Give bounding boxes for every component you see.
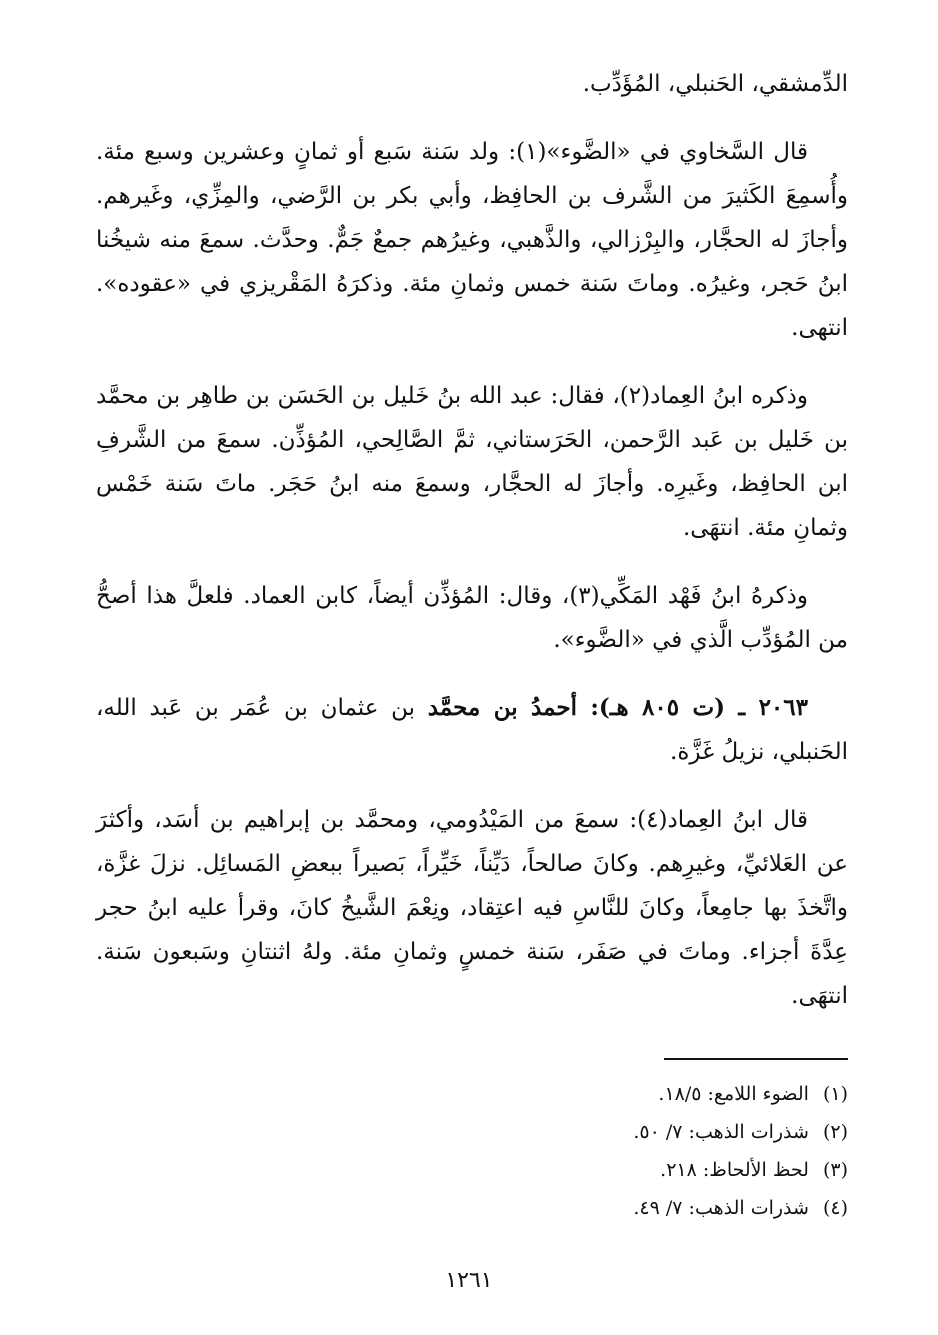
paragraph-sakhawi-quote: قال السَّخاوي في «الضَّوء»(١): ولد سَنة سَبع أو ثمانٍ وعشرين وسبع مئة. وأُسمِعَ الكَثيرَ من الشَّرف بن الحافِظ، وأبي بكر بن الرَّضي، والمِزِّي، وغَيرهم. وأجازَ له الحجَّار، والبِرْزالي، والذَّهبي، وغيرُهم جمعٌ جَمٌّ. وحدَّث. سمعَ منه شيخُنا ابنُ حَجر، وغيرُه. وماتَ سَنة خمس وثمانِ مئة. وذكرَهُ المَقْريزي في «عقوده». انتهى. (96, 139, 848, 341)
footnote-number: (٣) (822, 1159, 848, 1181)
paragraph-entry-2063-quote: قال ابنُ العِماد(٤): سمعَ من المَيْدُومي، ومحمَّد بن إبراهيم بن أسَد، وأكثرَ عن العَلائيِّ، وغيرِهم. وكانَ صالحاً، دَيِّناً، خَيِّراً، بَصيراً ببعضِ المَسائِل. نزلَ غزَّة، واتَّخذَ بها جامِعاً، وكانَ للنَّاسِ فيه اعتِقاد، ونِعْمَ الشَّيخُ كانَ، وقرأ عليه ابنُ حجر عِدَّةَ أجزاء. وماتَ في صَفَر، سَنة خمسٍ وثمانِ مئة. ولهُ اثنتانِ وسَبعون سَنة. انتهَى. (96, 807, 849, 1009)
paragraph-ibn-fahd-quote: وذكرهُ ابنُ فَهْد المَكِّي(٣)، وقال: المُؤذِّن أيضاً، كابن العماد. فلعلَّ هذا أصحُّ من المُؤدِّب الَّذي في «الضَّوء». (96, 583, 848, 653)
footnote-text: شذرات الذهب: ٧/ ٥٠. (633, 1121, 809, 1143)
footnote-number: (٤) (822, 1197, 848, 1219)
page-body (96, 62, 848, 1018)
footnote-divider (664, 1058, 848, 1060)
footnote-text: الضوء اللامع: ١٨/٥. (658, 1083, 809, 1105)
footnote-text: شذرات الذهب: ٧/ ٤٩. (633, 1197, 809, 1219)
footnote-text: لحظ الألحاظ: ٢١٨. (660, 1159, 809, 1181)
paragraph-entry-2063 (96, 686, 848, 774)
footnote-4 (348, 1189, 848, 1227)
footnote-number: (١) (822, 1083, 848, 1105)
footnote-number: (٢) (822, 1121, 848, 1143)
footnote-3 (348, 1151, 848, 1189)
footnote-1 (348, 1075, 848, 1113)
footnote-2 (348, 1113, 848, 1151)
paragraph-ibn-al-imad-quote: وذكره ابنُ العِماد(٢)، فقال: عبد الله بنُ خَليل بن الحَسَن بن طاهِر بن محمَّد بن خَليل بن عَبد الرَّحمن، الحَرَستاني، ثمَّ الصَّالِحي، المُؤذِّن. سمعَ من الشَّرفِ ابن الحافِظ، وغَيرِه. وأجازَ له الحجَّار، وسمعَ منه ابنُ حَجَر. ماتَ سَنة خَمْس وثمانِ مئة. انتهَى. (96, 383, 848, 541)
paragraph-continuation: الدِّمشقي، الحَنبلي، المُؤَدِّب. (582, 71, 848, 97)
entry-heading: ٢٠٦٣ ـ (ت ٨٠٥ هـ): أحمدُ بن محمَّد (427, 694, 808, 721)
footnotes (348, 1075, 848, 1227)
entry-heading-rest: بن عثمان بن عُمَر بن عَبد الله، الحَنبلي، نزيلُ غَزَّة. (96, 695, 848, 765)
page-number: ١٢٦١ (445, 1268, 493, 1293)
